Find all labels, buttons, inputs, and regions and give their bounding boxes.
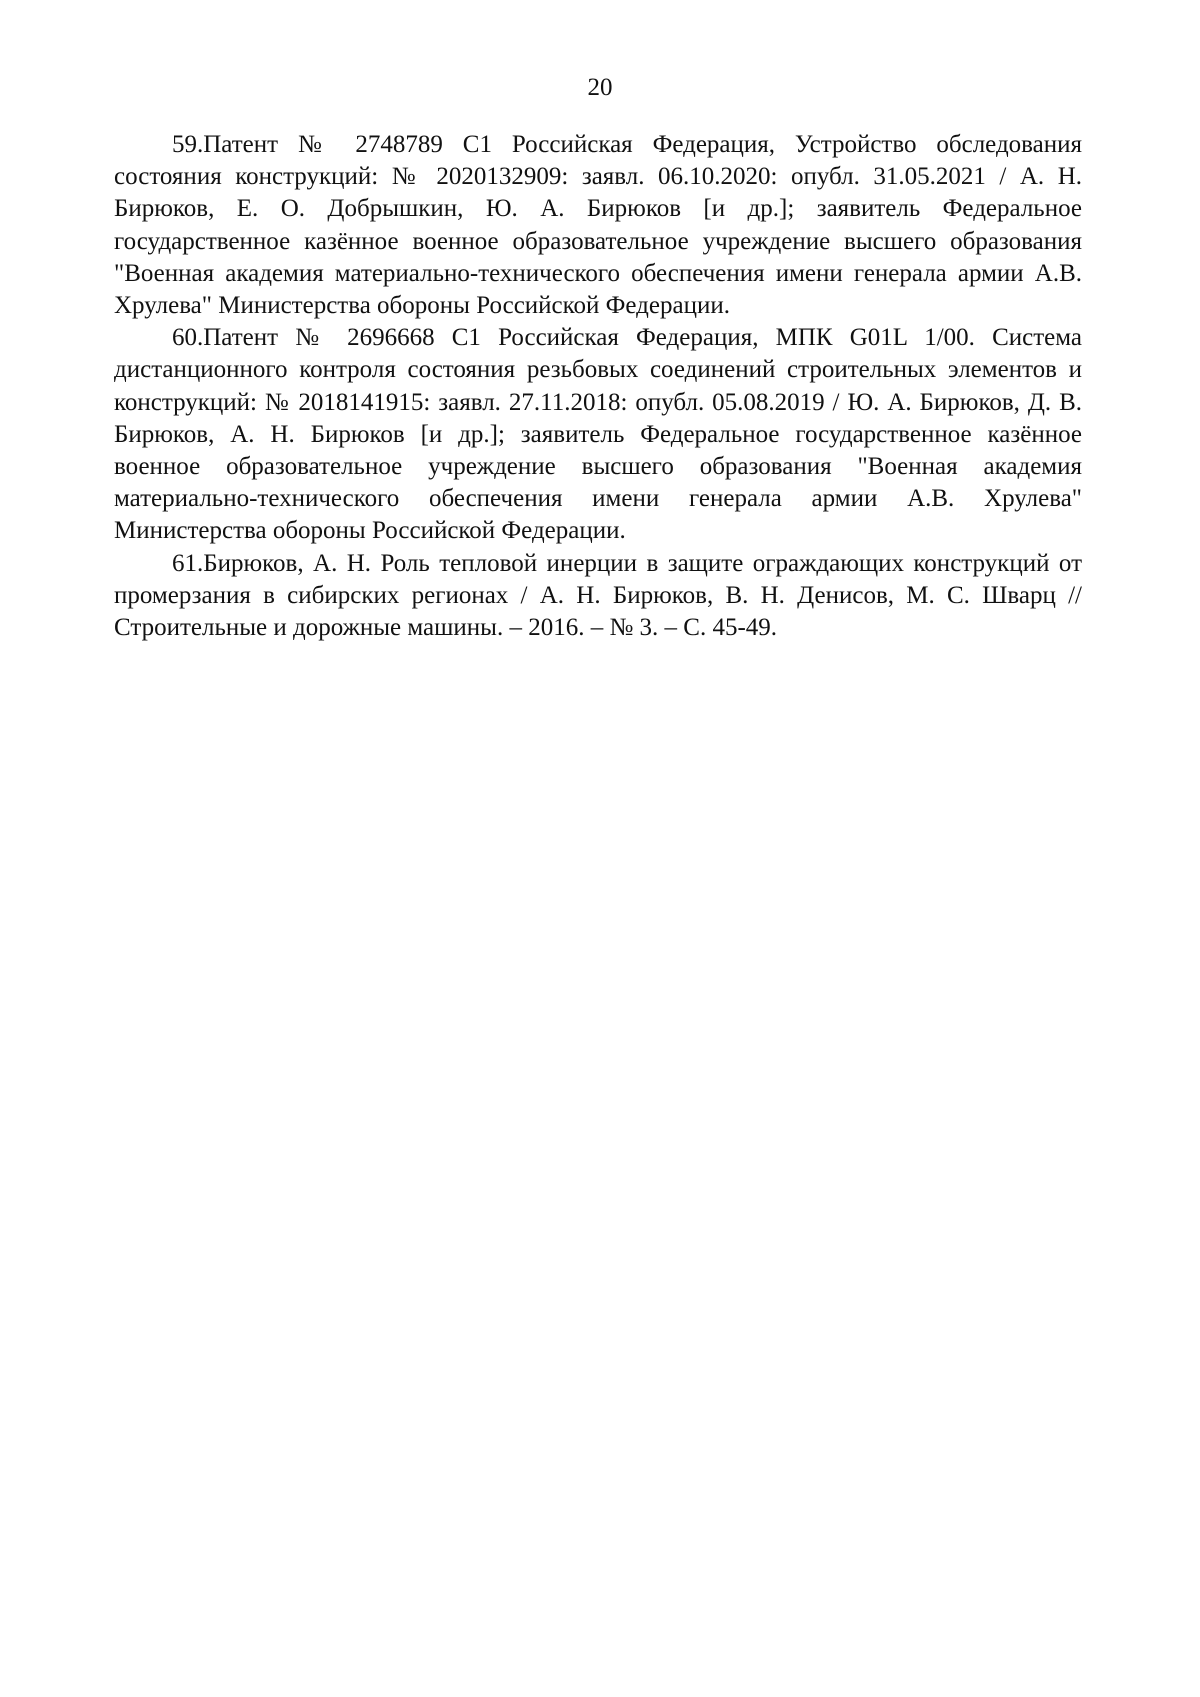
reference-number: 60. <box>172 324 204 352</box>
reference-list <box>114 129 1082 644</box>
reference-text: Бирюков, А. Н. Роль тепловой инерции в защите ограждающих конструкций от промерзания в сибирских регионах / А. Н. Бирюков, В. Н. Денисов, М. С. Шварц // Строительные и дорожные машины. – 2016. – № 3. – С. 45-49. <box>114 549 1082 642</box>
reference-text: Патент № 2696668 C1 Российская Федерация, МПК G01L 1/00. Система дистанционного контроля состояния резьбовых соединений строительных элементов и конструкций: № 2018141915: заявл. 27.11.2018: опубл. 05.08.2019 / Ю. А. Бирюков, Д. В. Бирюков, А. Н. Бирюков [и др.]; заявитель Федеральное государственное казённое военное образовательное учреждение высшего образования "Военная академия материально-технического обеспечения имени генерала армии А.В. Хрулева" Министерства обороны Российской Федерации. <box>114 324 1082 545</box>
reference-number: 59. <box>172 131 204 158</box>
reference-item-60 <box>114 322 1082 547</box>
reference-item-59 <box>114 129 1082 322</box>
reference-text: Патент № 2748789 C1 Российская Федерация, Устройство обследования состояния конструкций: № 2020132909: заявл. 06.10.2020: опубл. 31.05.2021 / А. Н. Бирюков, Е. О. Добрышкин, Ю. А. Бирюков [и др.]; заявитель Федеральное государственное казённое военное образовательное учреждение высшего образования "Военная академия материально-технического обеспечения имени генерала армии А.В. Хрулева" Министерства обороны Российской Федерации. <box>114 131 1082 320</box>
page-number: 20 <box>587 74 613 101</box>
reference-number: 61. <box>172 549 204 577</box>
reference-item-61 <box>114 548 1082 645</box>
